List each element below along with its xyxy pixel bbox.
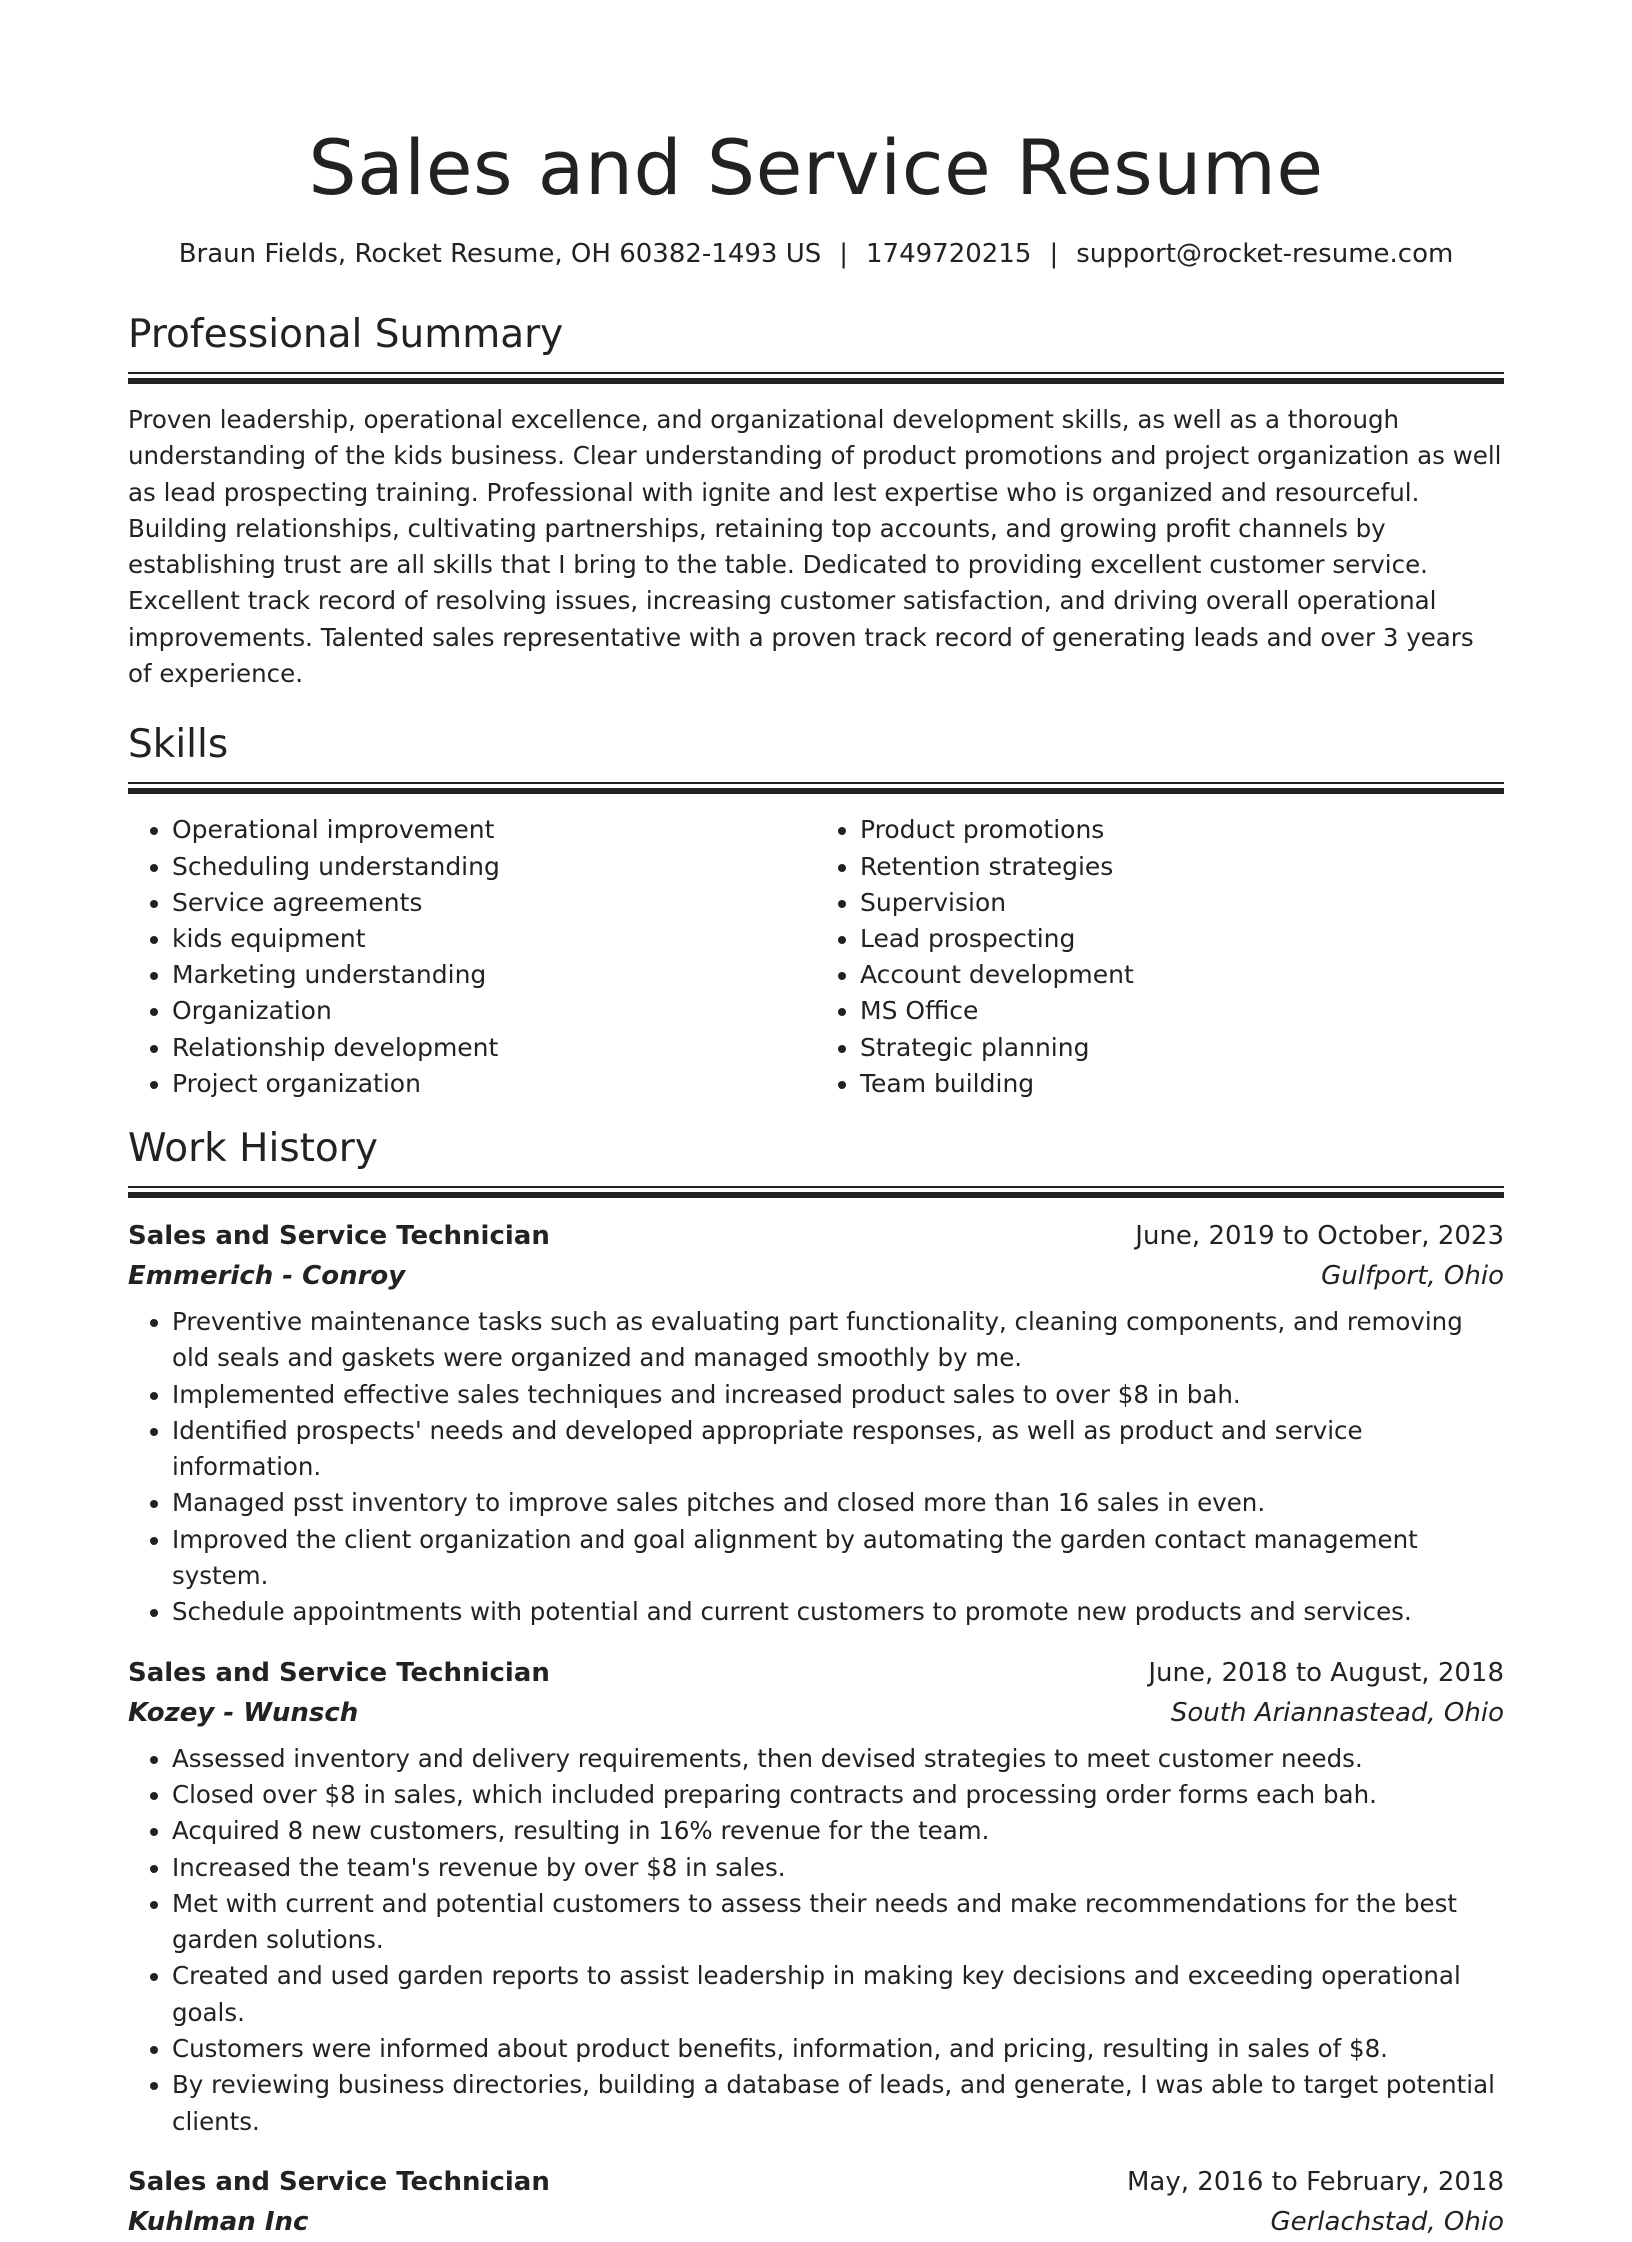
job-location: Gerlachstad, Ohio — [1270, 2206, 1504, 2237]
contact-separator: | — [839, 239, 849, 269]
job-bullet: • Schedule appointments with potential and current customers to promote new products and services. — [172, 1594, 1504, 1630]
job-bullet: • Met with current and potential customers to assess their needs and make recommendations for the best garden solutions. — [172, 1886, 1504, 1959]
job-bullets — [128, 1304, 1504, 1631]
skill-item: • MS Office — [860, 993, 1504, 1029]
job-entry — [128, 2162, 1504, 2242]
job-company: Kozey - Wunsch — [128, 1697, 359, 1728]
skill-item: • Lead prospecting — [860, 921, 1504, 957]
job-title: Sales and Service Technician — [128, 1657, 550, 1688]
resume-title: Sales and Service Resume — [308, 123, 1324, 212]
job-list — [128, 1216, 1504, 2242]
job-subheader — [128, 2202, 1504, 2242]
skill-item: • Organization — [172, 993, 816, 1029]
summary-heading: Professional Summary — [128, 312, 564, 357]
job-bullet: • Implemented effective sales techniques and increased product sales to over $8 in bah. — [172, 1377, 1504, 1413]
section-divider — [128, 782, 1504, 794]
job-bullet: • Increased the team's revenue by over $8 in sales. — [172, 1850, 1504, 1886]
contact-separator: | — [1049, 239, 1059, 269]
job-company: Kuhlman Inc — [128, 2206, 309, 2237]
job-subheader — [128, 1693, 1504, 1733]
job-title: Sales and Service Technician — [128, 2166, 550, 2197]
job-title: Sales and Service Technician — [128, 1221, 550, 1251]
skill-item: • Operational improvement — [172, 812, 816, 848]
skills-columns — [128, 812, 1504, 1102]
job-dates: June, 2019 to October, 2023 — [1135, 1221, 1504, 1251]
skill-item: • Scheduling understanding — [172, 849, 816, 885]
skill-item: • Marketing understanding — [172, 957, 816, 993]
job-bullets — [128, 1741, 1504, 2140]
job-bullet: • Assessed inventory and delivery requirements, then devised strategies to meet customer needs. — [172, 1741, 1504, 1777]
skill-item: • Retention strategies — [860, 849, 1504, 885]
work-history-heading: Work History — [128, 1126, 378, 1171]
job-header — [128, 1216, 1504, 1256]
job-subheader — [128, 1256, 1504, 1296]
job-dates: May, 2016 to February, 2018 — [1127, 2166, 1504, 2197]
skills-section — [128, 720, 1504, 1102]
job-bullet: • By reviewing business directories, building a database of leads, and generate, I was able to target potential clients. — [172, 2067, 1504, 2140]
skills-left-list — [128, 812, 816, 1102]
contact-address: Braun Fields, Rocket Resume, OH 60382-1493 US — [178, 239, 822, 269]
contact-email[interactable]: support@rocket-resume.com — [1076, 239, 1454, 269]
skill-item: • Account development — [860, 957, 1504, 993]
job-bullet: • Improved the client organization and goal alignment by automating the garden contact management system. — [172, 1522, 1504, 1595]
job-entry — [128, 1653, 1504, 2140]
job-header — [128, 1653, 1504, 1693]
job-entry — [128, 1216, 1504, 1631]
job-bullet: • Closed over $8 in sales, which included preparing contracts and processing order forms each bah. — [172, 1777, 1504, 1813]
skill-item: • Strategic planning — [860, 1030, 1504, 1066]
skills-heading: Skills — [128, 722, 229, 768]
job-bullet: • Acquired 8 new customers, resulting in 16% revenue for the team. — [172, 1813, 1504, 1849]
skills-right-list — [816, 812, 1504, 1102]
job-header — [128, 2162, 1504, 2202]
skill-item: • kids equipment — [172, 921, 816, 957]
job-location: Gulfport, Ohio — [1321, 1261, 1504, 1291]
job-bullet: • Identified prospects' needs and developed appropriate responses, as well as product and service information. — [172, 1413, 1504, 1486]
skill-item: • Relationship development — [172, 1030, 816, 1066]
job-bullet: • Preventive maintenance tasks such as evaluating part functionality, cleaning components, and removing old seals and gaskets were organized and managed smoothly by me. — [172, 1304, 1504, 1377]
work-history-section — [128, 1124, 1504, 2242]
section-divider — [128, 372, 1504, 384]
summary-section — [128, 310, 1504, 692]
skill-item: • Product promotions — [860, 812, 1504, 848]
contact-phone: 1749720215 — [866, 239, 1032, 269]
skill-item: • Project organization — [172, 1066, 816, 1102]
skill-item: • Service agreements — [172, 885, 816, 921]
job-company: Emmerich - Conroy — [128, 1261, 406, 1291]
skill-item: • Supervision — [860, 885, 1504, 921]
job-bullet: • Created and used garden reports to assist leadership in making key decisions and exceeding operational goals. — [172, 1958, 1504, 2031]
job-bullet: • Managed psst inventory to improve sales pitches and closed more than 16 sales in even. — [172, 1485, 1504, 1521]
summary-text: Proven leadership, operational excellence, and organizational development skills, as well as a thorough understanding of the kids business. Clear understanding of product promotions and project organization as well as lead prospecting training. Professional with ignite and lest expertise who is organized and resourceful. Building relationships, cultivating partnerships, retaining top accounts, and growing profit channels by establishing trust are all skills that I bring to the table. Dedicated to providing excellent customer service. Excellent track record of resolving issues, increasing customer satisfaction, and driving overall operational improvements. Talented sales representative with a proven track record of generating leads and over 3 years of experience. — [128, 405, 1502, 689]
job-location: South Ariannastead, Ohio — [1170, 1697, 1504, 1728]
skill-item: • Team building — [860, 1066, 1504, 1102]
job-dates: June, 2018 to August, 2018 — [1148, 1657, 1504, 1688]
contact-line — [128, 236, 1504, 272]
job-bullet: • Customers were informed about product benefits, information, and pricing, resulting in sales of $8. — [172, 2031, 1504, 2067]
section-divider — [128, 1186, 1504, 1198]
